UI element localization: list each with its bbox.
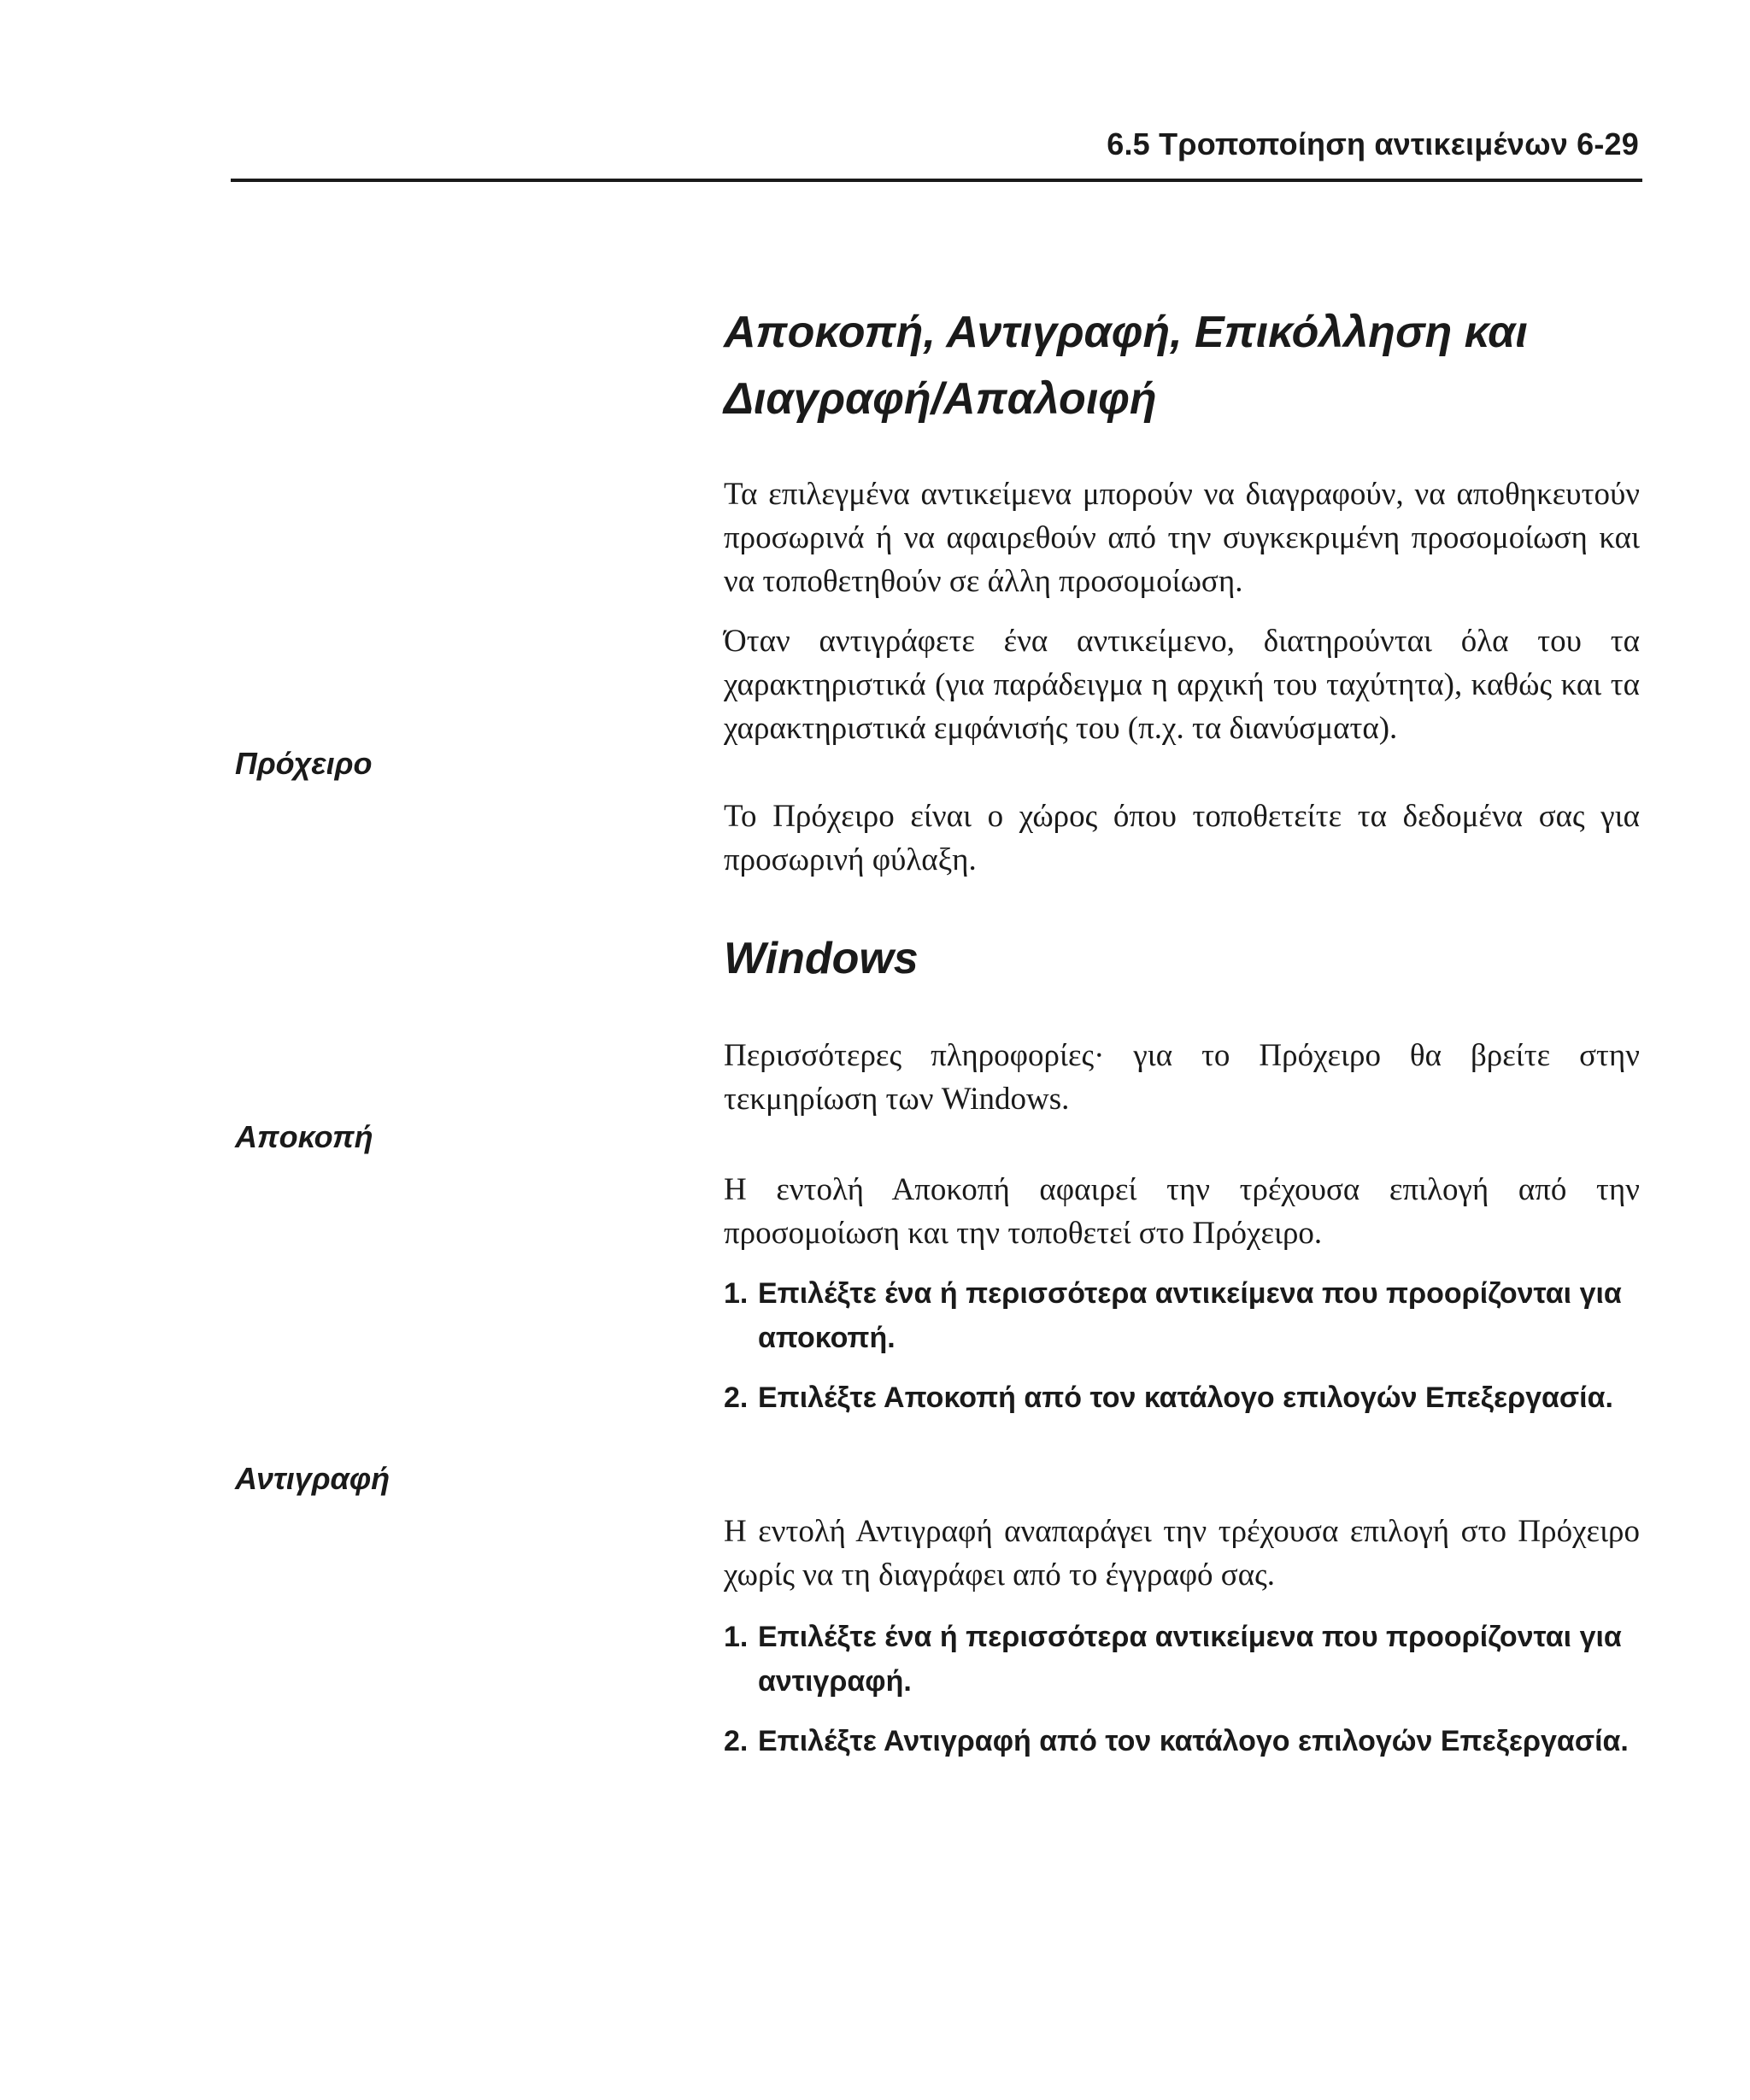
step-number: 2. [724, 1381, 749, 1414]
cut-step-2 [724, 1376, 1640, 1420]
step-text: Επιλέξτε Αντιγραφή από τον κατάλογο επιλογών Επεξεργασία. [758, 1725, 1629, 1757]
step-number: 1. [724, 1621, 749, 1653]
copy-step-2 [724, 1719, 1640, 1763]
running-header: 6.5 Τροποποίηση αντικειμένων 6-29 [1107, 126, 1639, 161]
section-title-line1: Αποκοπή, Αντιγραφή, Επικόλληση και [724, 308, 1528, 357]
sidenote-cut: Αποκοπή [235, 1119, 373, 1154]
windows-paragraph: Περισσότερες πληροφορίες· για το Πρόχειρο θα βρείτε στην τεκμηρίωση των Windows. [724, 1038, 1640, 1117]
header-rule [231, 179, 1642, 182]
section-title [724, 299, 1664, 432]
sidenote-clipboard: Πρόχειρο [235, 746, 373, 781]
copy-paragraph: Η εντολή Αντιγραφή αναπαράγει την τρέχουσα επιλογή στο Πρόχειρο χωρίς να τη διαγράφει από το έγγραφό σας. [724, 1514, 1640, 1593]
intro-paragraph-2: Όταν αντιγράφετε ένα αντικείμενο, διατηρούνται όλα του τα χαρακτηριστικά (για παράδειγμα η αρχική του ταχύτητα), καθώς και τα χαρακτηριστικά εμφάνισής του (π.χ. τα διανύσματα). [724, 624, 1640, 746]
clipboard-paragraph: Το Πρόχειρο είναι ο χώρος όπου τοποθετείτε τα δεδομένα σας για προσωρινή φύλαξη. [724, 799, 1640, 877]
copy-step-1 [724, 1615, 1640, 1704]
step-number: 1. [724, 1277, 749, 1310]
windows-heading: Windows [724, 934, 919, 983]
cut-step-1 [724, 1271, 1640, 1360]
step-text: Επιλέξτε Αποκοπή από τον κατάλογο επιλογών Επεξεργασία. [758, 1381, 1613, 1414]
step-text: Επιλέξτε ένα ή περισσότερα αντικείμενα που προορίζονται για αποκοπή. [758, 1277, 1622, 1354]
step-number: 2. [724, 1725, 749, 1757]
intro-paragraph-1: Τα επιλεγμένα αντικείμενα μπορούν να διαγραφούν, να αποθηκευτούν προσωρινά ή να αφαιρεθούν από την συγκεκριμένη προσομοίωση και να τοποθετηθούν σε άλλη προσομοίωση. [724, 477, 1640, 599]
sidenote-copy: Αντιγραφή [235, 1461, 391, 1496]
section-title-line2: Διαγραφή/Απαλοιφή [724, 374, 1157, 424]
cut-paragraph: Η εντολή Αποκοπή αφαιρεί την τρέχουσα επιλογή από την προσομοίωση και την τοποθετεί στο Πρόχειρο. [724, 1172, 1640, 1251]
step-text: Επιλέξτε ένα ή περισσότερα αντικείμενα που προορίζονται για αντιγραφή. [758, 1621, 1622, 1698]
